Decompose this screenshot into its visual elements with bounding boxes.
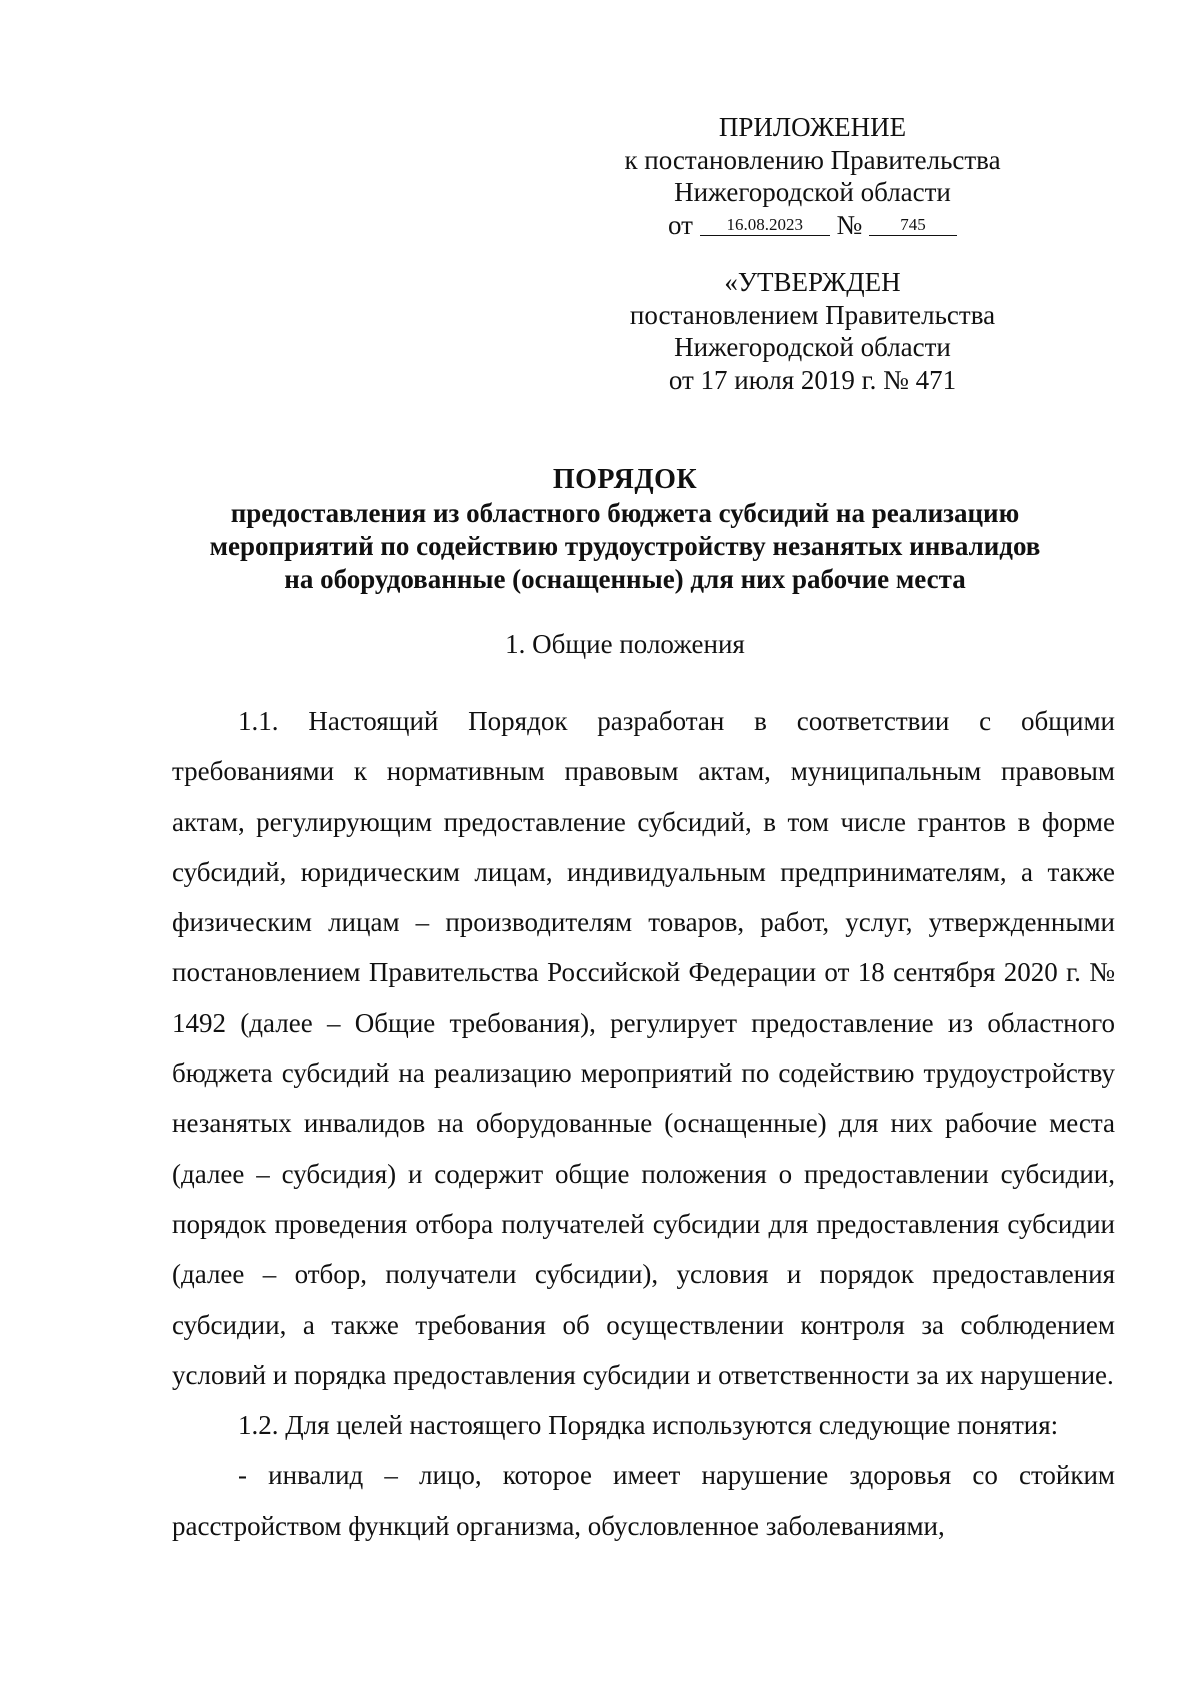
- document-subtitle-line-1: предоставления из областного бюджета субсидий на реализацию: [230, 498, 1020, 528]
- appendix-title: ПРИЛОЖЕНИЕ: [718, 112, 907, 142]
- paragraph-1-2: 1.2. Для целей настоящего Порядка используются следующие понятия:: [238, 1410, 1059, 1441]
- document-subtitle-line-3: на оборудованные (оснащенные) для них рабочие места: [284, 564, 966, 594]
- approved-block: [585, 266, 1040, 396]
- appendix-line-2: Нижегородской области: [674, 177, 951, 207]
- approved-line-1: постановлением Правительства: [629, 299, 996, 330]
- number-label: №: [836, 209, 863, 240]
- document-title-block: [160, 463, 1090, 596]
- approved-title: «УТВЕРЖДЕН: [724, 267, 901, 297]
- resolution-number: 745: [869, 215, 957, 236]
- paragraph-1-1: 1.1. Настоящий Порядок разработан в соответствии с общими требованиями к нормативным правовым актам, муниципальным правовым актам, регулирующим предоставление субсидий, в том числе грантов в форме субсидий, юридическим лицам, индивидуальным предпринимателям, а также физическим лицам – производителям товаров, работ, услуг, утвержденными постановлением Правительства Российской Федерации от 18 сентября 2020 г. № 1492 (далее – Общие требования), регулирует предоставление из областного бюджета субсидий на реализацию мероприятий по содействию трудоустройству незанятых инвалидов на оборудованные (оснащенные) для них рабочие места (далее – субсидия) и содержит общие положения о предоставлении субсидии, порядок проведения отбора получателей субсидии для предоставления субсидии (далее – отбор, получатели субсидии), условия и порядок предоставления субсидии, а также требования об осуществлении контроля за соблюдением условий и порядка предоставления субсидии и ответственности за их нарушение.: [172, 706, 1115, 1390]
- resolution-date: 16.08.2023: [700, 215, 830, 236]
- document-body: [172, 696, 1115, 1551]
- from-label: от: [668, 209, 693, 240]
- document-subtitle-line-2: мероприятий по содействию трудоустройству незанятых инвалидов: [209, 531, 1041, 561]
- appendix-block: [585, 111, 1040, 396]
- appendix-date-number-line: [585, 209, 1040, 242]
- paragraph-definition-invalid: - инвалид – лицо, которое имеет нарушение здоровья со стойким расстройством функций организма, обусловленное заболеваниями,: [172, 1460, 1115, 1541]
- appendix-line-1: к постановлению Правительства: [624, 144, 1001, 175]
- approved-line-2: Нижегородской области: [674, 332, 951, 362]
- section-heading: 1. Общие положения: [505, 629, 745, 659]
- document-title: ПОРЯДОК: [552, 464, 698, 495]
- approved-line-3: от 17 июля 2019 г. № 471: [668, 364, 957, 395]
